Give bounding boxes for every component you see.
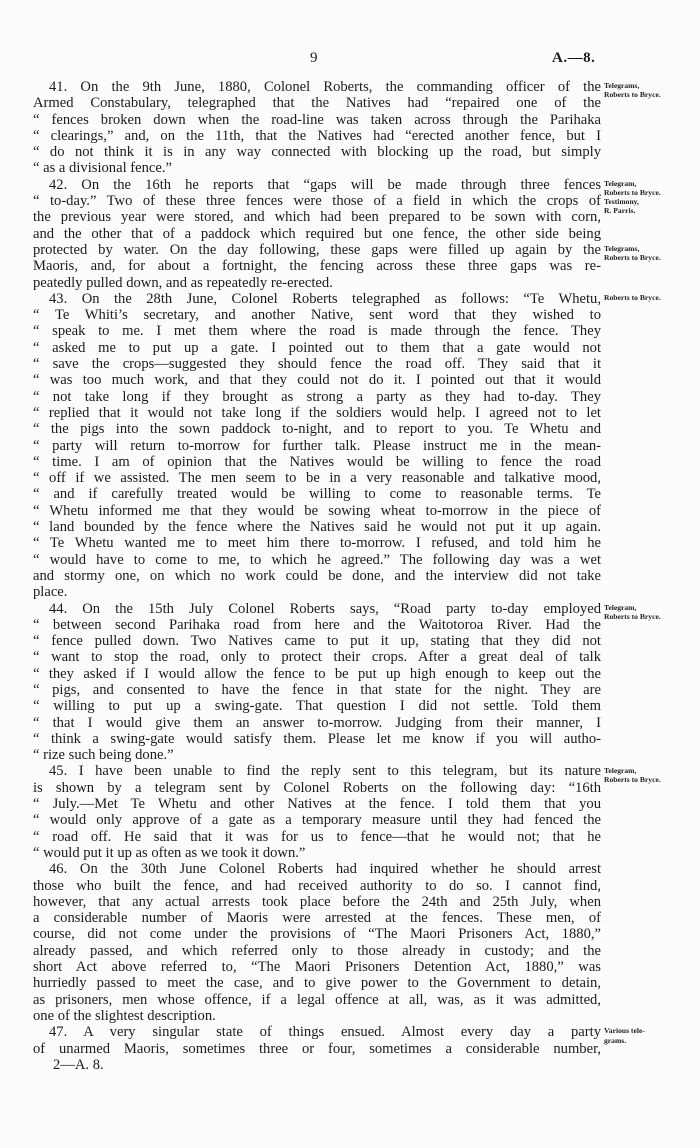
text-line: “ between second Parihaka road from here and the Waitotoroa River. Had the — [33, 616, 601, 633]
margin-note-line: Various tele- — [604, 1026, 645, 1036]
text-line: peatedly pulled down, and as repeatedly re-erected. — [33, 274, 333, 291]
text-line: short Act above referred to, “The Maori Prisoners Detention Act, 1880,” was — [33, 959, 601, 976]
margin-note — [604, 293, 696, 302]
body-text — [33, 79, 601, 1057]
text-line: “ replied that it would not take long if the soldiers would help. I agreed not to let — [33, 404, 601, 421]
margin-note — [604, 603, 696, 621]
text-line: those who built the fence, and had received authority to do so. I cannot find, — [33, 877, 601, 894]
text-line: “ clearings,” and, on the 11th, that the Natives had “erected another fence, but I — [33, 127, 601, 144]
margin-note-line: Telegram, — [604, 178, 637, 188]
text-line: one of the slightest description. — [33, 1007, 216, 1024]
text-line: already passed, and which referred only to those already in custody; and the — [33, 942, 601, 959]
text-line: place. — [33, 584, 68, 601]
text-line: 46. On the 30th June Colonel Roberts had inquired whether he should arrest — [49, 861, 601, 878]
text-line: “ was too much work, and that they could not do it. I pointed out that it would — [33, 372, 601, 389]
text-line: “ Whetu informed me that they would be sowing wheat to-morrow in the piece of — [33, 502, 601, 519]
margin-note-line: Telegrams, — [604, 244, 640, 253]
text-line: “ that I would give them an answer to-morrow. Judging from their manner, I — [33, 714, 601, 731]
text-line: “ July.—Met Te Whetu and other Natives at the fence. I told them that you — [33, 796, 601, 813]
text-line: “ fences broken down when the road-line was taken across through the Parihaka — [33, 111, 601, 128]
margin-note-line: Roberts to Bryce. — [604, 253, 661, 263]
text-line: and the other that of a paddock which required but one fence, the other side being — [33, 225, 601, 242]
margin-note — [604, 179, 696, 216]
text-line: “ do not think it is in any way connected with blocking up the road, but simply — [33, 144, 601, 161]
text-line: “ not take long if they brought as strong a party as they had to-day. They — [33, 388, 601, 405]
text-line: and stormy one, on which no work could be done, and the interview did not take — [33, 567, 601, 584]
text-line: “ Te Whiti’s secretary, and another Native, sent word that they wished to — [33, 307, 601, 324]
text-line: is shown by a telegram sent by Colonel Roberts on the following day: “16th — [33, 779, 601, 796]
text-line: 47. A very singular state of things ensued. Almost every day a party — [49, 1024, 601, 1041]
text-line: “ willing to put up a swing-gate. That question I did not settle. Told them — [33, 698, 601, 715]
page-number: 9 — [310, 50, 318, 66]
text-line: 45. I have been unable to find the reply sent to this telegram, but its nature — [49, 763, 601, 780]
text-line: Maoris, and, for about a fortnight, the fencing across these three gaps was re- — [33, 258, 601, 275]
margin-note-line: Testimony, — [604, 197, 639, 207]
text-line: Armed Constabulary, telegraphed that the Natives had “repaired one of the — [33, 95, 601, 112]
margin-note — [604, 766, 696, 784]
text-line: “ speak to me. I met them where the road is made through the fence. They — [33, 323, 601, 340]
text-line: 44. On the 15th July Colonel Roberts says, “Road party to-day employed — [49, 600, 601, 617]
text-line: protected by water. On the day following, these gaps were filled up again by the — [33, 241, 601, 258]
text-line: as prisoners, men whose offence, if a legal offence at all, was, as it was admitted, — [33, 991, 601, 1008]
text-line: “ Te Whetu wanted me to meet him there to-morrow. I refused, and told him he — [33, 535, 601, 552]
text-line: “ as a divisional fence.” — [33, 160, 172, 177]
margin-note-line: R. Parris. — [604, 206, 636, 216]
text-line: “ asked me to put up a gate. I pointed out to them that a gate would not — [33, 339, 601, 356]
text-line: “ would only approve of a gate as a temporary measure until they had fenced the — [33, 812, 601, 829]
text-line: “ off if we assisted. The men seem to be in a very reasonable and talkative mood, — [33, 470, 601, 487]
text-line: 41. On the 9th June, 1880, Colonel Roberts, the commanding officer of the — [49, 79, 601, 95]
margin-note-line: Telegrams, — [604, 81, 640, 90]
margin-note — [604, 81, 696, 99]
margin-note-line: Roberts to Bryce. — [604, 188, 661, 197]
margin-note-line: grams. — [604, 1035, 627, 1045]
margin-note-line: Roberts to Bryce. — [604, 90, 661, 100]
margin-note-line: Telegram, — [604, 602, 637, 612]
text-line: “ land bounded by the fence where the Natives said he would not put it up again. — [33, 519, 601, 536]
margin-note-line: Roberts to Bryce. — [604, 611, 661, 621]
text-line: “ pigs, and consented to have the fence in that state for the night. They are — [33, 681, 601, 698]
text-line: “ they asked if I would allow the fence to be put up high enough to keep out the — [33, 665, 601, 682]
text-line: course, did not come under the provisions of “The Maori Prisoners Act, 1880,” — [33, 926, 601, 943]
text-line: “ road off. He said that it was for us to fence—that he would not; that he — [33, 828, 601, 845]
text-line: “ save the crops—suggested they should fence the road off. They said that it — [33, 356, 601, 373]
document-reference: A.—8. — [552, 50, 596, 66]
text-line: “ would have to come to me, to which he agreed.” The following day was a wet — [33, 551, 601, 568]
text-line: “ want to stop the road, only to protect their crops. After a great deal of talk — [33, 649, 601, 666]
text-line: “ party will return to-morrow for further talk. Please instruct me in the mean- — [33, 437, 601, 454]
text-line: “ the pigs into the sown paddock to-night, and to report to you. Te Whetu and — [33, 421, 601, 438]
text-line: “ think a swing-gate would satisfy them. Please let me know if you will autho- — [33, 730, 601, 747]
text-line: “ rize such being done.” — [33, 747, 174, 764]
signature-mark: 2—A. 8. — [53, 1057, 104, 1073]
page-header — [0, 50, 700, 70]
text-line: “ time. I am of opinion that the Natives would be willing to fence the road — [33, 453, 601, 470]
text-line: a considerable number of Maoris were arrested at the fences. These men, of — [33, 910, 601, 927]
margin-note — [604, 244, 696, 262]
text-line: “ fence pulled down. Two Natives came to put it up, stating that they did not — [33, 633, 601, 650]
text-line: however, that any actual arrests took place before the 24th and 25th July, when — [33, 893, 601, 910]
margin-note-line: Roberts to Bryce. — [604, 774, 661, 784]
text-line: the previous year were stored, and which had been prepared to be sown with corn, — [33, 209, 601, 226]
text-line: “ would put it up as often as we took it down.” — [33, 844, 306, 861]
text-line: “ to-day.” Two of these three fences were those of a field in which the crops of — [33, 193, 601, 210]
margin-note-line: Roberts to Bryce. — [604, 292, 661, 302]
text-line: “ and if carefully treated would be willing to come to reasonable terms. Te — [33, 486, 601, 503]
text-line: 42. On the 16th he reports that “gaps will be made through three fences — [49, 176, 601, 193]
margin-note-line: Telegram, — [604, 765, 637, 775]
text-line: hurriedly passed to meet the case, and to give power to the Government to detain, — [33, 975, 601, 992]
text-line: of unarmed Maoris, sometimes three or four, sometimes a considerable number, — [33, 1040, 601, 1057]
text-line: 43. On the 28th June, Colonel Roberts telegraphed as follows: “Te Whetu, — [49, 290, 601, 307]
margin-note — [604, 1026, 696, 1044]
